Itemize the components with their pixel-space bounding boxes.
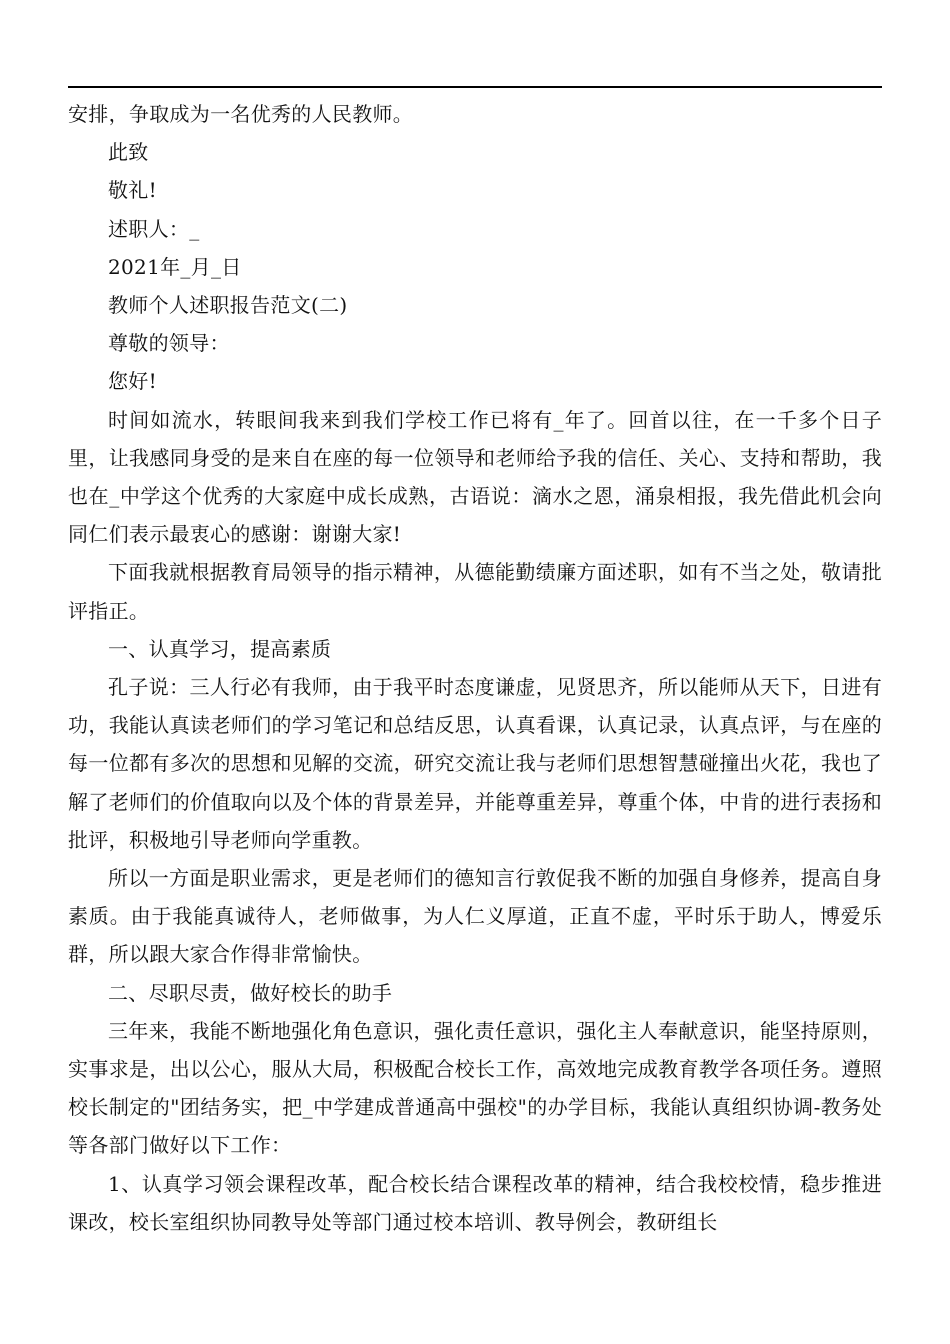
signature-line: 述职人：_ [108,216,200,241]
section-title: 教师个人述职报告范文(二) [108,293,348,318]
document-body [68,95,882,1241]
paragraph-duty: 三年来，我能不断地强化角色意识，强化责任意识，强化主人奉献意识，能坚持原则，实事求是，出以公心，服从大局，积极配合校长工作，高效地完成教育教学各项任务。遵照校长制定的"团结务实，把_中学建成普通高中强校"的办学目标，我能认真组织协调-教务处等各部门做好以下工作： [68,1018,882,1158]
closing-regards: 敬礼! [108,178,157,203]
greeting-hello: 您好! [108,369,157,394]
paragraph-study: 孔子说：三人行必有我师，由于我平时态度谦虚，见贤思齐，所以能师从天下，日进有功，我能认真读老师们的学习笔记和总结反思，认真看课，认真记录，认真点评，与在座的每一位都有多次的思想和见解的交流，研究交流让我与老师们思想智慧碰撞出火花，我也了解了老师们的价值取向以及个体的背景差异，并能尊重差异，尊重个体，中肯的进行表扬和批评，积极地引导老师向学重教。 [68,675,882,852]
paragraph-preface: 下面我就根据教育局领导的指示精神，从德能勤绩廉方面述职，如有不当之处，敬请批评指正。 [68,560,882,623]
date-line: 2021年_月_日 [108,254,242,279]
paragraph-quality: 所以一方面是职业需求，更是老师们的德知言行敦促我不断的加强自身修养，提高自身素质。由于我能真诚待人，老师做事，为人仁义厚道，正直不虚，平时乐于助人，博爱乐群，所以跟大家合作得非常愉快。 [68,866,882,967]
heading-duty: 二、尽职尽责，做好校长的助手 [108,980,393,1005]
paragraph-intro: 时间如流水，转眼间我来到我们学校工作已将有_年了。回首以往，在一千多个日子里，让我感同身受的是来自在座的每一位领导和老师给予我的信任、关心、支持和帮助，我也在_中学这个优秀的大家庭中成长成熟，古语说：滴水之恩，涌泉相报，我先借此机会向同仁们表示最衷心的感谢：谢谢大家! [68,407,882,547]
heading-study: 一、认真学习，提高素质 [108,636,332,661]
paragraph-item-1: 1、认真学习领会课程改革，配合校长结合课程改革的精神，结合我校校情，稳步推进课改，校长室组织协同教导处等部门通过校本培训、教导例会，教研组长 [68,1171,882,1234]
closing-salutation: 此致 [108,140,149,165]
greeting-addressee: 尊敬的领导： [108,331,230,356]
paragraph-continuation: 安排，争取成为一名优秀的人民教师。 [68,102,414,126]
header-rule [68,86,882,88]
